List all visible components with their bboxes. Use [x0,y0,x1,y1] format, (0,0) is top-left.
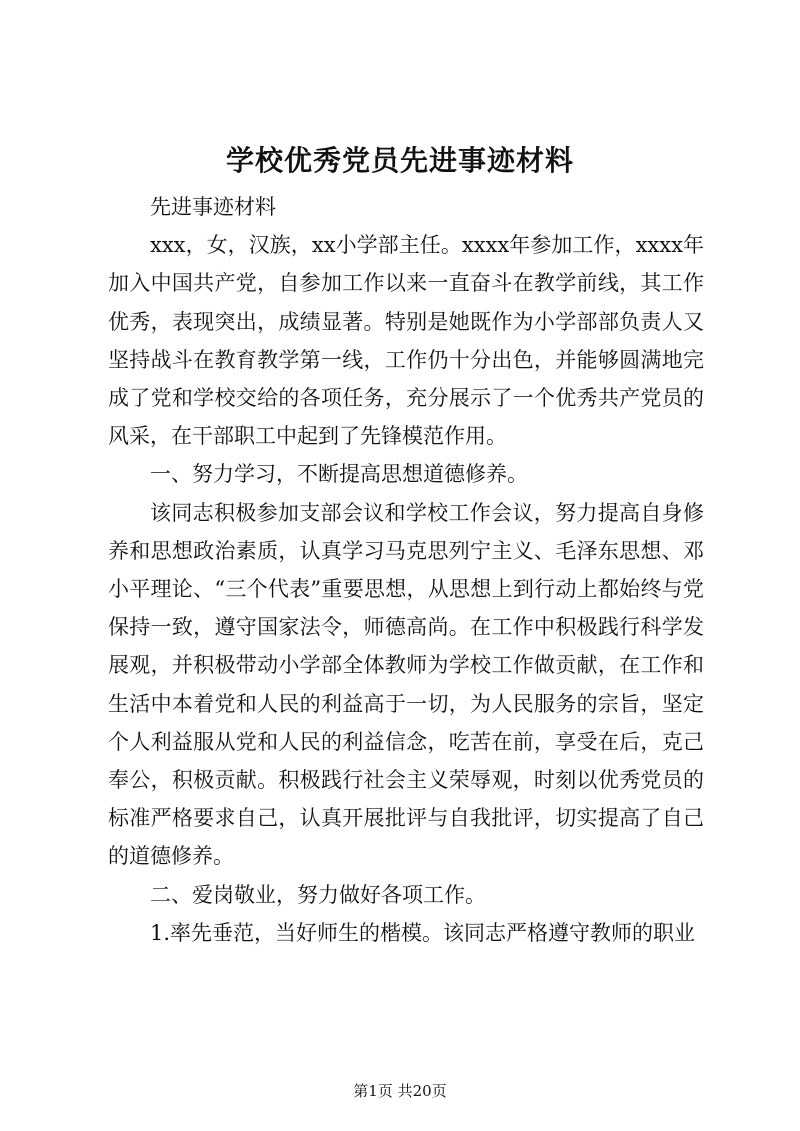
section-heading-2: 二、爱岗敬业，努力做好各项工作。 [150,882,486,907]
paragraph-intro: xxx，女，汉族，xx小学部主任。xxxx年参加工作，xxxx年加入中国共产党，自参加工作以来一直奋斗在教学前线，其工作优秀，表现突出，成绩显著。特别是她既作为小学部部负责人又坚持战斗在教育教学第一线，工作仍十分出色，并能够圆满地完成了党和学校交给的各项任务，充分展示了一个优秀共产党员的风采，在干部职工中起到了先锋模范作用。 [108,233,704,449]
paragraph-section-1: 该同志积极参加支部会议和学校工作会议，努力提高自身修养和思想政治素质，认真学习马克思列宁主义、毛泽东思想、邓小平理论、“三个代表”重要思想，从思想上到行动上都始终与党保持一致，遵守国家法令，师德高尚。在工作中积极践行科学发展观，并积极带动小学部全体教师为学校工作做贡献，在工作和生活中本着党和人民的利益高于一切，为人民服务的宗旨，坚定个人利益服从党和人民的利益信念，吃苦在前，享受在后，克己奉公，积极贡献。积极践行社会主义荣辱观，时刻以优秀党员的标准严格要求自己，认真开展批评与自我批评，切实提高了自己的道德修养。 [108,500,704,869]
section-heading-1: 一、努力学习，不断提高思想道德修养。 [150,462,528,487]
document-body [108,188,704,952]
paragraph-subtitle: 先进事迹材料 [150,195,276,219]
document-title: 学校优秀党员先进事迹材料 [225,144,574,177]
paragraph-section-2-item-1: 1.率先垂范，当好师生的楷模。该同志严格遵守教师的职业 [150,920,696,945]
page-footer: 第1页 共20页 [353,1082,447,1100]
